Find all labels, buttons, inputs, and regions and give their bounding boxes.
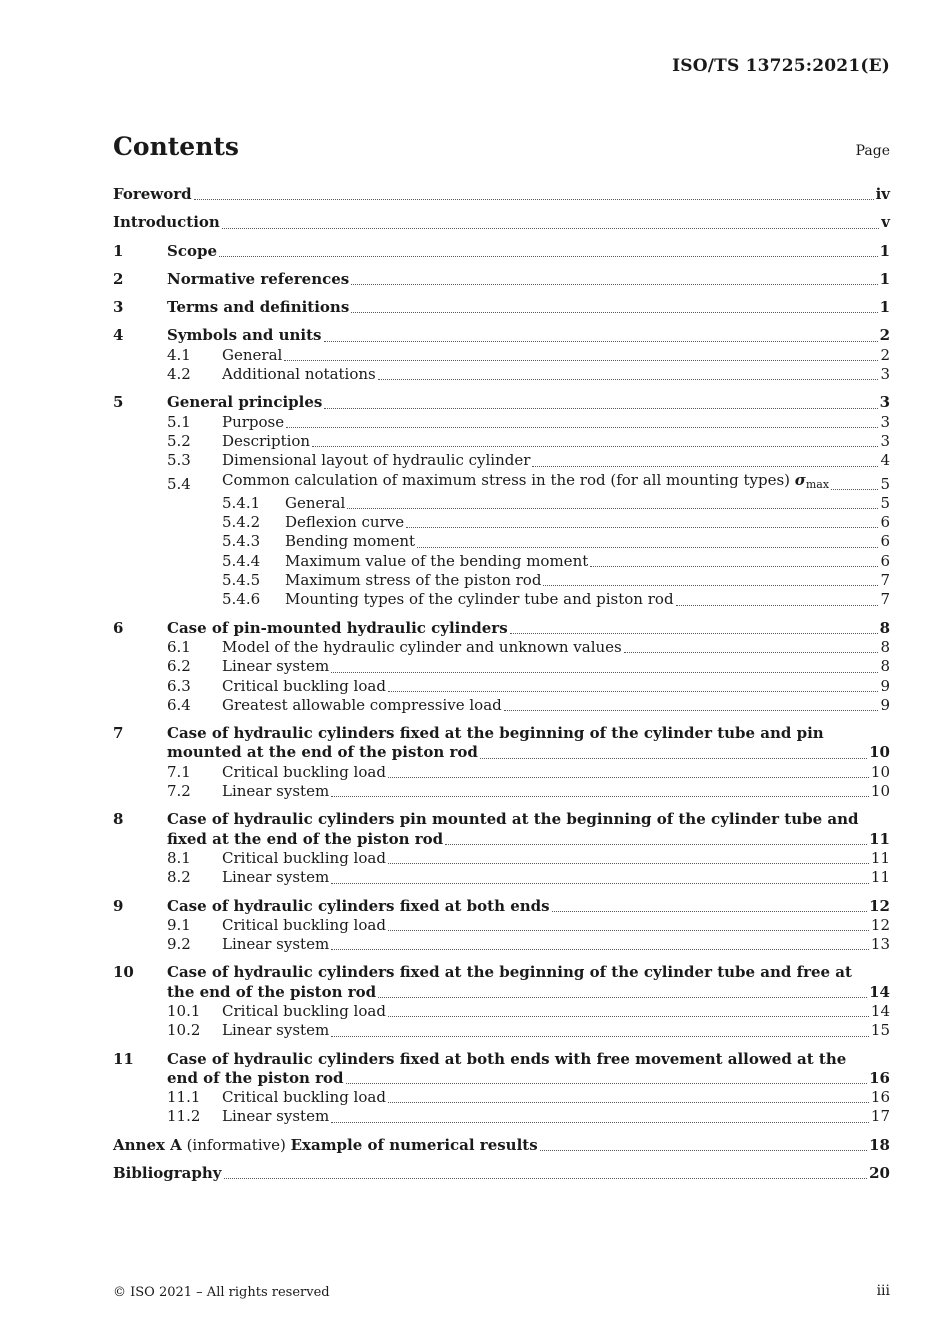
toc-entry-2[interactable] — [113, 270, 890, 289]
dot-leader — [388, 1016, 869, 1017]
toc-entry-number: 7.2 — [167, 782, 191, 801]
toc-entry-number: 5.4.2 — [222, 513, 261, 532]
toc-entry-page: 20 — [869, 1164, 890, 1183]
toc-entry-page: 10 — [870, 782, 890, 801]
toc-entry-text: Terms and definitions — [167, 298, 350, 317]
toc-entry-9-1[interactable] — [113, 916, 890, 935]
toc-entry-5[interactable] — [113, 393, 890, 412]
dot-leader — [540, 1150, 867, 1151]
toc-entry-page: 2 — [880, 345, 890, 364]
toc-entry-page: 2 — [879, 326, 890, 345]
toc-entry-page: 14 — [870, 1001, 890, 1020]
toc-entry-5-3[interactable] — [113, 451, 890, 470]
toc-entry-text: Greatest allowable compressive load — [222, 695, 502, 714]
toc-entry-8-continued[interactable] — [113, 830, 890, 849]
toc-entry-page: 8 — [880, 637, 890, 656]
toc-entry-text: Normative references — [167, 269, 350, 288]
toc-entry-page: 6 — [880, 513, 890, 532]
toc-entry-text: General — [285, 493, 346, 512]
toc-entry-page: 18 — [869, 1135, 890, 1154]
toc-entry-5-4-1[interactable] — [113, 494, 890, 513]
toc-entry-page: 16 — [870, 1088, 890, 1107]
toc-entry-7[interactable] — [113, 724, 890, 743]
toc-entry-page: 10 — [869, 743, 890, 762]
toc-entry-number: 11.2 — [167, 1107, 201, 1126]
toc-entry-5-2[interactable] — [113, 432, 890, 451]
dot-leader — [331, 1036, 869, 1037]
toc-entry-number: 10 — [113, 963, 134, 982]
toc-entry-page: 5 — [880, 493, 890, 512]
annex-note: (informative) — [181, 1135, 291, 1154]
toc-entry-text: Case of pin-mounted hydraulic cylinders — [167, 618, 508, 637]
toc-entry-text-line2: the end of the piston rod — [167, 982, 377, 1001]
toc-entry-page: 8 — [880, 657, 890, 676]
toc-entry-number: 4.2 — [167, 365, 191, 384]
toc-entry-page: 16 — [869, 1068, 890, 1087]
dot-leader — [219, 256, 878, 257]
toc-entry-page: 8 — [879, 618, 890, 637]
toc-entry-6-3[interactable] — [113, 677, 890, 696]
dot-leader — [286, 427, 878, 428]
toc-entry-bibliography[interactable] — [113, 1164, 890, 1183]
toc-entry-6-1[interactable] — [113, 638, 890, 657]
toc-entry-5-4-6[interactable] — [113, 590, 890, 609]
toc-entry-text: Maximum stress of the piston rod — [285, 571, 542, 590]
sigma-symbol: σ — [794, 470, 806, 489]
toc-entry-page: 11 — [870, 848, 890, 867]
toc-entry-page: v — [881, 213, 890, 232]
dot-leader — [624, 652, 879, 653]
dot-leader — [388, 863, 869, 864]
toc-entry-text: Maximum value of the bending moment — [285, 551, 589, 570]
toc-entry-number: 7.1 — [167, 762, 191, 781]
dot-leader — [406, 527, 878, 528]
footer-copyright: © ISO 2021 – All rights reserved — [113, 1285, 330, 1300]
toc-entry-number: 3 — [113, 298, 124, 317]
toc-entry-6-4[interactable] — [113, 696, 890, 715]
toc-entry-3[interactable] — [113, 298, 890, 317]
toc-entry-4-1[interactable] — [113, 346, 890, 365]
dot-leader — [532, 466, 878, 467]
dot-leader — [480, 758, 867, 759]
dot-leader — [510, 633, 878, 634]
toc-entry-text: Critical buckling load — [222, 848, 386, 867]
toc-entry-page: 9 — [880, 676, 890, 695]
toc-entry-text: Linear system — [222, 657, 330, 676]
page-title: Contents — [113, 132, 240, 161]
dot-leader — [552, 911, 868, 912]
dot-leader — [388, 1102, 869, 1103]
toc-entry-text: Deflexion curve — [285, 513, 405, 532]
toc-entry-page: 3 — [880, 412, 890, 431]
toc-entry-number: 6.4 — [167, 695, 191, 714]
dot-leader — [676, 605, 879, 606]
toc-entry-page: 10 — [870, 762, 890, 781]
dot-leader — [324, 408, 877, 409]
toc-entry-number: 6.2 — [167, 657, 191, 676]
dot-leader — [378, 379, 879, 380]
toc-entry-number: 5.4.1 — [222, 493, 261, 512]
toc-entry-number: 9.1 — [167, 915, 191, 934]
toc-entry-8-1[interactable] — [113, 849, 890, 868]
toc-entry-introduction[interactable] — [113, 213, 890, 232]
toc-entry-page: 11 — [870, 868, 890, 887]
toc-entry-page: 13 — [870, 935, 890, 954]
dot-leader — [284, 360, 878, 361]
toc-entry-number: 11.1 — [167, 1088, 201, 1107]
toc-entry-page: 5 — [880, 474, 890, 493]
toc-entry-text: Symbols and units — [167, 326, 322, 345]
toc-entry-5-4-2[interactable] — [113, 513, 890, 532]
toc-entry-page: 7 — [880, 590, 890, 609]
dot-leader — [504, 710, 879, 711]
toc-entry-page: 11 — [869, 829, 890, 848]
dot-leader — [388, 777, 869, 778]
dot-leader — [224, 1178, 868, 1179]
dot-leader — [378, 997, 867, 998]
toc-entry-text-line1: Case of hydraulic cylinders pin mounted at the beginning of the cylinder tube and — [167, 810, 859, 829]
toc-entry-number: 5.4 — [167, 474, 191, 493]
toc-entry-6-2[interactable] — [113, 657, 890, 676]
toc-entry-number: 7 — [113, 724, 124, 743]
footer-page-number: iii — [876, 1283, 890, 1299]
toc-entry-9-2[interactable] — [113, 935, 890, 954]
dot-leader — [331, 796, 869, 797]
toc-entry-text: Dimensional layout of hydraulic cylinder — [222, 451, 531, 470]
toc-entry-text-line2: end of the piston rod — [167, 1068, 344, 1087]
annex-title: Example of numerical results — [290, 1135, 538, 1154]
toc-entry-5-1[interactable] — [113, 413, 890, 432]
toc-entry-text: Purpose — [222, 412, 285, 431]
toc-entry-page: 3 — [879, 393, 890, 412]
toc-entry-number: 4 — [113, 326, 124, 345]
toc-entry-text: Foreword — [113, 185, 192, 203]
dot-leader — [347, 508, 878, 509]
dot-leader — [331, 883, 869, 884]
toc-entry-text-line1: Case of hydraulic cylinders fixed at both ends with free movement allowed at the — [167, 1049, 847, 1068]
toc-entry-11-continued[interactable] — [113, 1069, 890, 1088]
toc-entry-4-2[interactable] — [113, 365, 890, 384]
toc-entry-11-2[interactable] — [113, 1107, 890, 1126]
toc-entry-number: 10.1 — [167, 1001, 201, 1020]
toc-entry-8[interactable] — [113, 810, 890, 829]
toc-entry-5-4-4[interactable] — [113, 552, 890, 571]
dot-leader — [312, 446, 878, 447]
toc-entry-number: 6 — [113, 618, 124, 637]
toc-entry-text: Bibliography — [113, 1164, 222, 1183]
sigma-subscript: max — [805, 477, 830, 491]
toc-entry-text: Critical buckling load — [222, 1001, 386, 1020]
toc-entry-text: Case of hydraulic cylinders fixed at both ends — [167, 896, 550, 915]
toc-entry-page: 3 — [880, 365, 890, 384]
page-column-label: Page — [855, 143, 890, 159]
toc-entry-number: 8 — [113, 810, 124, 829]
toc-entry-page: 1 — [879, 269, 890, 288]
toc-entry-10-2[interactable] — [113, 1021, 890, 1040]
toc-entry-text-main: Common calculation of maximum stress in the rod (for all mounting types) — [222, 470, 795, 489]
toc-entry-page: iv — [875, 185, 890, 203]
toc-entry-9[interactable] — [113, 897, 890, 916]
toc-entry-page: 15 — [870, 1021, 890, 1040]
toc-entry-text: Description — [222, 431, 311, 450]
toc-entry-text: Introduction — [113, 213, 220, 232]
toc-entry-text: Bending moment — [285, 532, 416, 551]
toc-entry-number: 8.2 — [167, 868, 191, 887]
toc-entry-page: 1 — [879, 241, 890, 260]
toc-entry-number: 4.1 — [167, 345, 191, 364]
dot-leader — [346, 1083, 868, 1084]
dot-leader — [331, 949, 869, 950]
dot-leader — [388, 691, 879, 692]
toc-entry-6[interactable] — [113, 619, 890, 638]
toc-entry-text-line2: fixed at the end of the piston rod — [167, 829, 444, 848]
toc-entry-4[interactable] — [113, 326, 890, 345]
toc-entry-7-continued[interactable] — [113, 743, 890, 762]
toc-entry-page: 4 — [880, 451, 890, 470]
toc-entry-number: 11 — [113, 1049, 134, 1068]
toc-entry-text: Linear system — [222, 782, 330, 801]
toc-entry-number: 5.2 — [167, 431, 191, 450]
toc-entry-page: 14 — [869, 982, 890, 1001]
table-of-contents — [113, 185, 890, 1183]
toc-entry-page: 12 — [870, 915, 890, 934]
toc-entry-text: Critical buckling load — [222, 1088, 386, 1107]
toc-entry-11-1[interactable] — [113, 1088, 890, 1107]
toc-entry-text: Critical buckling load — [222, 915, 386, 934]
dot-leader — [417, 547, 878, 548]
dot-leader — [543, 585, 878, 586]
toc-entry-text: General — [222, 345, 283, 364]
toc-entry-10-continued[interactable] — [113, 983, 890, 1002]
toc-entry-text: Scope — [167, 241, 218, 260]
toc-entry-5-4-3[interactable] — [113, 532, 890, 551]
toc-entry-text: Critical buckling load — [222, 762, 386, 781]
toc-entry-text: Mounting types of the cylinder tube and piston rod — [285, 590, 674, 609]
toc-entry-page: 12 — [869, 896, 890, 915]
toc-entry-text: Linear system — [222, 1107, 330, 1126]
dot-leader — [324, 341, 878, 342]
dot-leader — [445, 844, 867, 845]
toc-entry-number: 5 — [113, 393, 124, 412]
toc-entry-5-4[interactable] — [113, 471, 890, 494]
dot-leader — [351, 312, 877, 313]
toc-entry-number: 5.4.6 — [222, 590, 261, 609]
toc-entry-text — [113, 1136, 538, 1155]
annex-label: Annex A — [113, 1135, 182, 1154]
toc-entry-text-line1: Case of hydraulic cylinders fixed at the beginning of the cylinder tube and pin — [167, 724, 824, 743]
toc-entry-page: 17 — [870, 1107, 890, 1126]
toc-entry-number: 6.3 — [167, 676, 191, 695]
toc-entry-1[interactable] — [113, 242, 890, 261]
toc-entry-text: Linear system — [222, 935, 330, 954]
toc-entry-number: 5.4.5 — [222, 571, 261, 590]
toc-entry-text — [222, 471, 829, 494]
dot-leader — [388, 930, 869, 931]
toc-entry-number: 2 — [113, 269, 124, 288]
toc-entry-text: Linear system — [222, 868, 330, 887]
toc-entry-text: Critical buckling load — [222, 676, 386, 695]
dot-leader — [831, 489, 878, 490]
document-id: ISO/TS 13725:2021(E) — [672, 56, 890, 76]
toc-entry-text: Model of the hydraulic cylinder and unknown values — [222, 637, 622, 656]
toc-entry-8-2[interactable] — [113, 868, 890, 887]
toc-entry-text: Additional notations — [222, 365, 376, 384]
toc-entry-page: 6 — [880, 532, 890, 551]
toc-entry-number: 10.2 — [167, 1021, 201, 1040]
toc-entry-number: 9.2 — [167, 935, 191, 954]
toc-entry-5-4-5[interactable] — [113, 571, 890, 590]
toc-entry-page: 9 — [880, 695, 890, 714]
toc-entry-text-line2: mounted at the end of the piston rod — [167, 743, 478, 762]
dot-leader — [222, 228, 879, 229]
toc-entry-number: 8.1 — [167, 848, 191, 867]
toc-entry-number: 5.4.4 — [222, 551, 261, 570]
toc-entry-text: General principles — [167, 393, 323, 412]
dot-leader — [331, 672, 878, 673]
toc-entry-page: 7 — [880, 571, 890, 590]
toc-entry-11[interactable] — [113, 1050, 890, 1069]
toc-entry-page: 6 — [880, 551, 890, 570]
toc-entry-10[interactable] — [113, 963, 890, 982]
toc-entry-7-2[interactable] — [113, 782, 890, 801]
toc-entry-10-1[interactable] — [113, 1002, 890, 1021]
toc-entry-page: 3 — [880, 431, 890, 450]
toc-entry-number: 6.1 — [167, 637, 191, 656]
dot-leader — [351, 284, 877, 285]
toc-entry-annex-a[interactable] — [113, 1136, 890, 1155]
toc-entry-foreword[interactable] — [113, 185, 890, 204]
toc-entry-text: Linear system — [222, 1021, 330, 1040]
toc-entry-page: 1 — [879, 298, 890, 317]
dot-leader — [331, 1122, 869, 1123]
toc-entry-number: 5.4.3 — [222, 532, 261, 551]
toc-entry-text-line1: Case of hydraulic cylinders fixed at the beginning of the cylinder tube and free at — [167, 963, 852, 982]
toc-entry-number: 5.3 — [167, 451, 191, 470]
toc-entry-number: 9 — [113, 896, 124, 915]
dot-leader — [194, 199, 874, 200]
toc-entry-7-1[interactable] — [113, 763, 890, 782]
toc-entry-number: 5.1 — [167, 412, 191, 431]
toc-entry-number: 1 — [113, 241, 124, 260]
dot-leader — [590, 566, 878, 567]
